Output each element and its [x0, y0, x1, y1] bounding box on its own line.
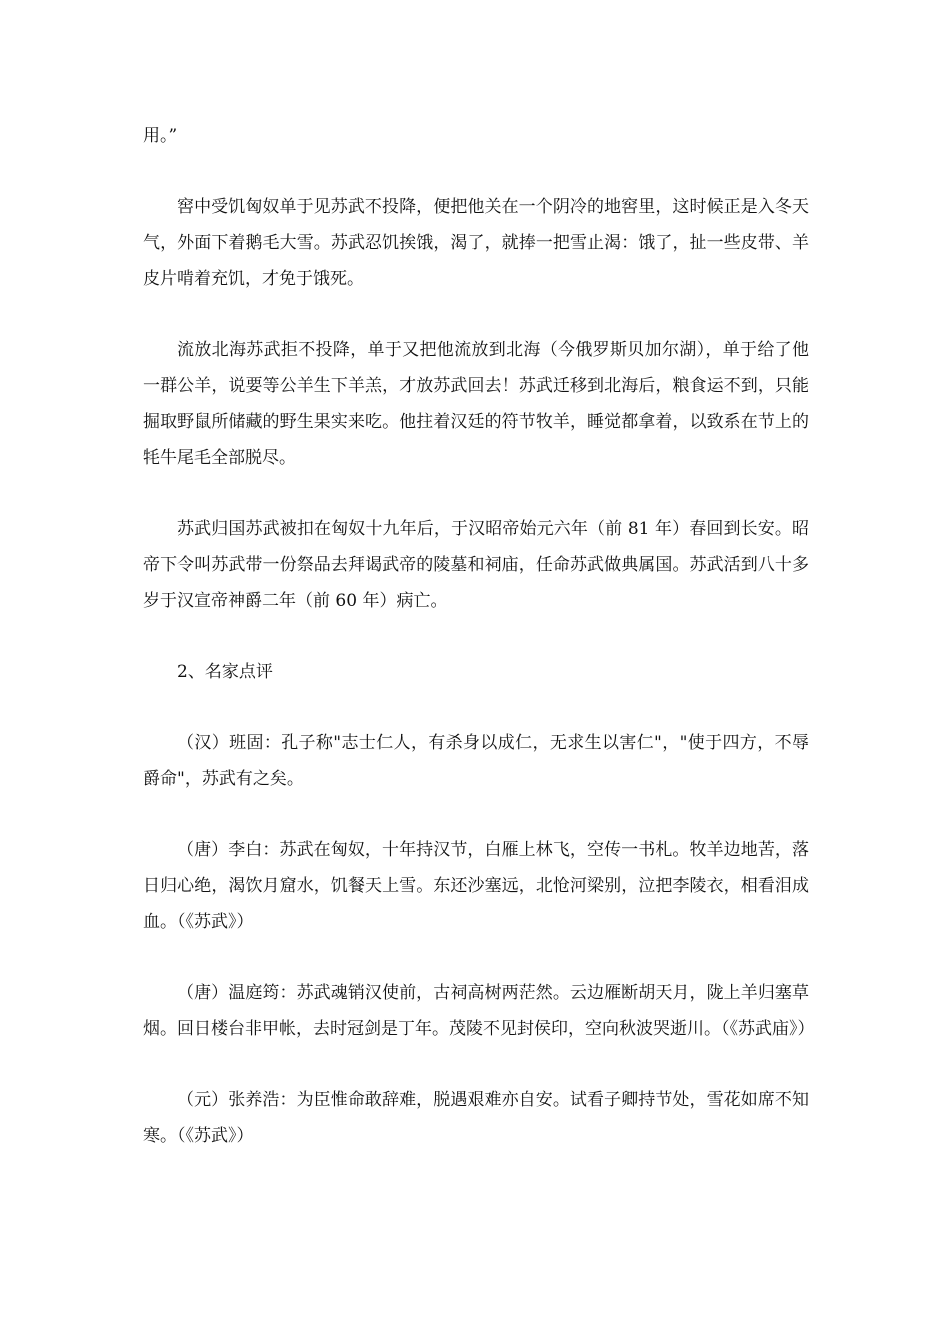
paragraph-ban-gu: （汉）班固：孔子称"志士仁人，有杀身以成仁，无求生以害仁"，"使于四方，不辱爵命"，苏武有之矣。 — [143, 733, 809, 789]
paragraph-exile-north-sea: 流放北海苏武拒不投降，单于又把他流放到北海（今俄罗斯贝加尔湖），单于给了他一群公羊，说要等公羊生下羊羔，才放苏武回去！苏武迁移到北海后，粮食运不到，只能掘取野鼠所储藏的野生果实来吃。他拄着汉廷的符节牧羊，睡觉都拿着，以致系在节上的牦牛尾毛全部脱尽。 — [143, 340, 809, 468]
paragraph-zhang-yanghao: （元）张养浩：为臣惟命敢辞难，脱遇艰难亦自安。试看子卿持节处，雪花如席不知寒。（《苏武》） — [143, 1090, 809, 1146]
paragraph-return-home: 苏武归国苏武被扣在匈奴十九年后，于汉昭帝始元六年（前 81 年）春回到长安。昭帝下令叫苏武带一份祭品去拜谒武帝的陵墓和祠庙，任命苏武做典属国。苏武活到八十多岁于汉宣帝神爵二年（前 60 年）病亡。 — [143, 519, 809, 611]
section-heading-commentary: 2、名家点评 — [177, 662, 273, 682]
document-body — [143, 118, 815, 1189]
paragraph-li-bai: （唐）李白：苏武在匈奴，十年持汉节，白雁上林飞，空传一书札。牧羊边地苦，落日归心绝，渴饮月窟水，饥餐天上雪。东还沙塞远，北怆河梁别，泣把李陵衣，相看泪成血。（《苏武》） — [143, 840, 809, 932]
paragraph-cellar-hunger: 窖中受饥匈奴单于见苏武不投降，便把他关在一个阴冷的地窖里，这时候正是入冬天气，外面下着鹅毛大雪。苏武忍饥挨饿，渴了，就捧一把雪止渴：饿了，扯一些皮带、羊皮片啃着充饥，才免于饿死。 — [143, 197, 809, 289]
paragraph-wen-tingyun: （唐）温庭筠：苏武魂销汉使前，古祠高树两茫然。云边雁断胡天月，陇上羊归塞草烟。回日楼台非甲帐，去时冠剑是丁年。茂陵不见封侯印，空向秋波哭逝川。（《苏武庙》） — [143, 983, 815, 1039]
paragraph-continuation: 用。” — [143, 126, 178, 146]
